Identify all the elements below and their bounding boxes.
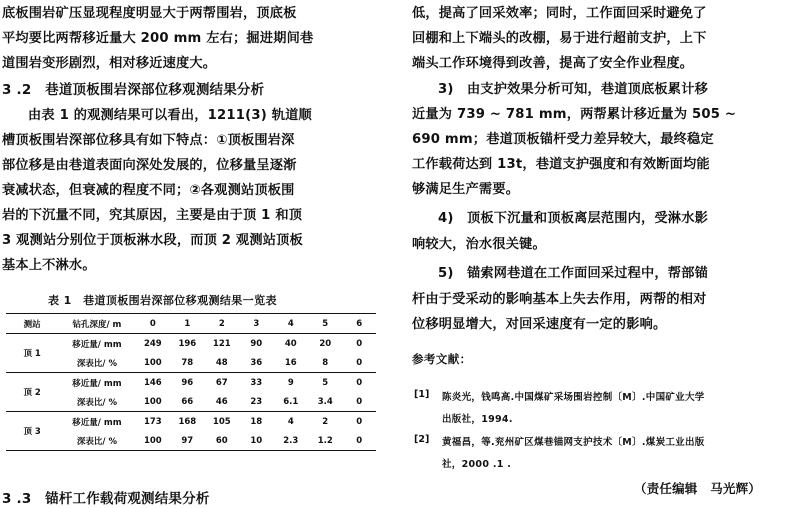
- body-line: 岩的下沉量不同，究其原因，主要是由于顶 1 和顶: [2, 208, 303, 223]
- table-header: 0: [149, 318, 156, 329]
- table-cell: 36: [250, 357, 263, 368]
- table-cell: 100: [143, 435, 162, 446]
- body-line: 部位移是由巷道表面向深处发展的，位移量呈逐渐: [2, 158, 297, 173]
- reference-number: [2]: [414, 434, 430, 445]
- body-line: 回棚和上下端头的改棚，易于进行超前支护，上下: [412, 31, 707, 46]
- table-cell: 6.1: [283, 396, 299, 407]
- table-header: 3: [253, 318, 260, 329]
- table-cell: 40: [284, 338, 297, 349]
- reference-number: [1]: [414, 389, 430, 400]
- table-cell: 18: [250, 416, 263, 427]
- table-header: 4: [287, 318, 294, 329]
- table-cell: 10: [250, 435, 263, 446]
- table-cell: 2: [322, 416, 329, 427]
- body-line: 杆由于受采动的影响基本上失去作用，两帮的相对: [412, 292, 707, 307]
- reference-text: 黄福昌，等.兖州矿区煤巷锚网支护技术〔M〕.煤炭工业出版: [442, 437, 705, 448]
- table-cell: 0: [356, 377, 363, 388]
- row-label: 深表比/ %: [76, 397, 117, 408]
- body-line: 底板围岩矿压显现程度明显大于两帮围岩，顶底板: [2, 6, 297, 21]
- table-row: [6, 353, 376, 373]
- body-line: 基本上不淋水。: [2, 258, 96, 273]
- body-line: 槽顶板围岩深部位移具有如下特点：①顶板围岩深: [2, 133, 295, 148]
- row-label: 深表比/ %: [76, 358, 117, 369]
- table-cell: 2.3: [283, 435, 299, 446]
- row-label: 深表比/ %: [76, 436, 117, 447]
- table-cell: 4: [287, 416, 294, 427]
- displacement-table: [6, 313, 376, 451]
- table-header: 钻孔深度/ m: [72, 319, 122, 330]
- body-line: 690 mm；巷道顶板锚杆受力差异较大，最终稳定: [412, 132, 714, 147]
- table-row: [6, 412, 376, 432]
- table-cell: 0: [356, 416, 363, 427]
- table-cell: 78: [181, 357, 194, 368]
- body-line: 响较大，治水很关键。: [412, 237, 546, 252]
- station-name: 顶 3: [23, 427, 41, 437]
- body-line: 衰减状态，但衰减的程度不同；②各观测站顶板围: [2, 183, 295, 198]
- reference-text: 社，2000 .1 .: [442, 459, 512, 470]
- station-name: 顶 1: [23, 349, 41, 359]
- table-cell: 100: [143, 396, 162, 407]
- body-line: 近量为 739 ~ 781 mm，两帮累计移近量为 505 ~: [412, 107, 737, 122]
- table-cell: 8: [322, 357, 329, 368]
- body-line: 够满足生产需要。: [412, 182, 520, 197]
- reference-text: 陈炎光，钱鸣高.中国煤矿采场围岩控制〔M〕.中国矿业大学: [442, 392, 705, 403]
- table-cell: 46: [215, 396, 228, 407]
- body-line: 低，提高了回采效率；同时，工作面回采时避免了: [412, 6, 707, 21]
- station-name: 顶 2: [23, 388, 41, 398]
- table-cell: 67: [215, 377, 228, 388]
- table-cell: 48: [215, 357, 228, 368]
- row-label: 移近量/ mm: [72, 417, 122, 428]
- table-header: 5: [322, 318, 329, 329]
- table-row: [6, 431, 376, 451]
- table-header: 1: [184, 318, 191, 329]
- references-heading: 参考文献：: [412, 352, 472, 366]
- section-3-2-heading: 3 .2 巷道顶板围岩深部位移观测结果分析: [2, 82, 265, 98]
- table-row: [6, 373, 376, 393]
- table-cell: 0: [356, 338, 363, 349]
- body-line: 3) 由支护效果分析可知，巷道顶底板累计移: [438, 82, 708, 97]
- table-cell: 9: [287, 377, 294, 388]
- table-header: 6: [356, 318, 363, 329]
- table-cell: 0: [356, 396, 363, 407]
- table-row: [6, 334, 376, 354]
- table-cell: 33: [250, 377, 263, 388]
- table-header: 2: [218, 318, 225, 329]
- table-cell: 146: [143, 377, 162, 388]
- table-cell: 96: [181, 377, 194, 388]
- body-line: 位移明显增大，对回采速度有一定的影响。: [412, 317, 667, 332]
- table-cell: 66: [181, 396, 194, 407]
- reference-text: 出版社，1994.: [442, 414, 513, 425]
- body-line: 工作载荷达到 13t，巷道支护强度和有效断面均能: [412, 157, 710, 172]
- body-line: 3 观测站分别位于顶板淋水段，而顶 2 观测站顶板: [2, 233, 303, 248]
- table-cell: 60: [215, 435, 228, 446]
- section-3-3-heading: 3 .3 锚杆工作载荷观测结果分析: [2, 491, 210, 507]
- table-cell: 168: [178, 416, 197, 427]
- table-cell: 20: [319, 338, 332, 349]
- table-row: [6, 392, 376, 412]
- row-label: 移近量/ mm: [72, 378, 122, 389]
- table-cell: 105: [212, 416, 231, 427]
- table-cell: 196: [178, 338, 197, 349]
- body-line: 平均要比两帮移近量大 200 mm 左右；掘进期间巷: [2, 31, 314, 46]
- table-cell: 100: [143, 357, 162, 368]
- editor-note: （责任编辑 马光辉）: [634, 481, 762, 496]
- table-cell: 121: [212, 338, 231, 349]
- table-caption: 表 1 巷道顶板围岩深部位移观测结果一览表: [48, 294, 277, 307]
- table-header: 测站: [23, 319, 41, 330]
- table-header-row: [6, 314, 376, 334]
- table-cell: 90: [250, 338, 263, 349]
- table-cell: 16: [284, 357, 297, 368]
- table-cell: 97: [181, 435, 194, 446]
- body-line: 道围岩变形剧烈，相对移近速度大。: [2, 56, 217, 71]
- table-cell: 249: [143, 338, 162, 349]
- body-line: 端头工作环境得到改善，提高了安全作业程度。: [412, 56, 694, 71]
- table-cell: 1.2: [317, 435, 333, 446]
- row-label: 移近量/ mm: [72, 339, 122, 350]
- table-cell: 3.4: [317, 396, 333, 407]
- body-line: 由表 1 的观测结果可以看出，1211(3) 轨道顺: [28, 108, 312, 123]
- table-cell: 0: [356, 435, 363, 446]
- body-line: 4) 顶板下沉量和顶板离层范围内，受淋水影: [438, 211, 708, 226]
- table-cell: 23: [250, 396, 263, 407]
- table-cell: 0: [356, 357, 363, 368]
- body-line: 5) 锚索网巷道在工作面回采过程中，帮部锚: [438, 266, 708, 281]
- table-cell: 5: [322, 377, 329, 388]
- table-cell: 173: [143, 416, 162, 427]
